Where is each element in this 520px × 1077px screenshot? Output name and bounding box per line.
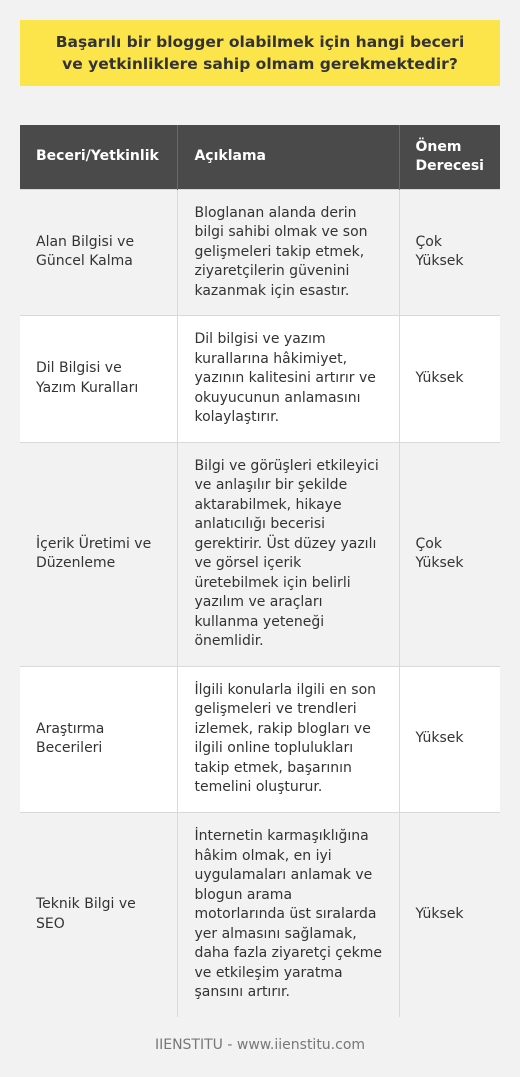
description-cell: Bloglanan alanda derin bilgi sahibi olmak ve son gelişmeleri takip etmek, ziyaretçilerin güvenini kazanmak için esastır. xyxy=(178,189,399,316)
skill-cell: Araştırma Becerileri xyxy=(20,666,178,812)
skills-table xyxy=(20,125,500,1017)
question-banner xyxy=(20,20,500,86)
question-text: Başarılı bir blogger olabilmek için hangi beceri ve yetkinliklere sahip olmam gerekmektedir? xyxy=(55,33,465,73)
importance-cell: Çok Yüksek xyxy=(399,189,500,316)
description-cell: İnternetin karmaşıklığına hâkim olmak, en iyi uygulamaları anlamak ve blogun arama motorlarında üst sıralarda yer almasını sağlamak, daha fazla ziyaretçi çekme ve etkileşim yaratma şansını artırır. xyxy=(178,812,399,1017)
header-skill: Beceri/Yetkinlik xyxy=(20,125,178,189)
table-row xyxy=(20,442,500,666)
table-header-row xyxy=(20,125,500,189)
table-row xyxy=(20,666,500,812)
importance-cell: Yüksek xyxy=(399,316,500,443)
table-row xyxy=(20,316,500,443)
importance-cell: Yüksek xyxy=(399,812,500,1017)
description-cell: Dil bilgisi ve yazım kurallarına hâkimiyet, yazının kalitesini artırır ve okuyucunun anlamasını kolaylaştırır. xyxy=(178,316,399,443)
skill-cell: Teknik Bilgi ve SEO xyxy=(20,812,178,1017)
importance-cell: Yüksek xyxy=(399,666,500,812)
table-row xyxy=(20,189,500,316)
header-description: Açıklama xyxy=(178,125,399,189)
skill-cell: İçerik Üretimi ve Düzenleme xyxy=(20,442,178,666)
skill-cell: Alan Bilgisi ve Güncel Kalma xyxy=(20,189,178,316)
description-cell: İlgili konularla ilgili en son gelişmeleri ve trendleri izlemek, rakip blogları ve ilgili online toplulukları takip etmek, başarının temelini oluşturur. xyxy=(178,666,399,812)
importance-cell: Çok Yüksek xyxy=(399,442,500,666)
table-row xyxy=(20,812,500,1017)
footer-credit: IIENSTITU - www.iienstitu.com xyxy=(154,1037,366,1053)
description-cell: Bilgi ve görüşleri etkileyici ve anlaşılır bir şekilde aktarabilmek, hikaye anlatıcılığı becerisi gerektirir. Üst düzey yazılı ve görsel içerik üretebilmek için belirli yazılım ve araçları kullanma yeteneği önemlidir. xyxy=(178,442,399,666)
header-importance: Önem Derecesi xyxy=(399,125,500,189)
skill-cell: Dil Bilgisi ve Yazım Kuralları xyxy=(20,316,178,443)
